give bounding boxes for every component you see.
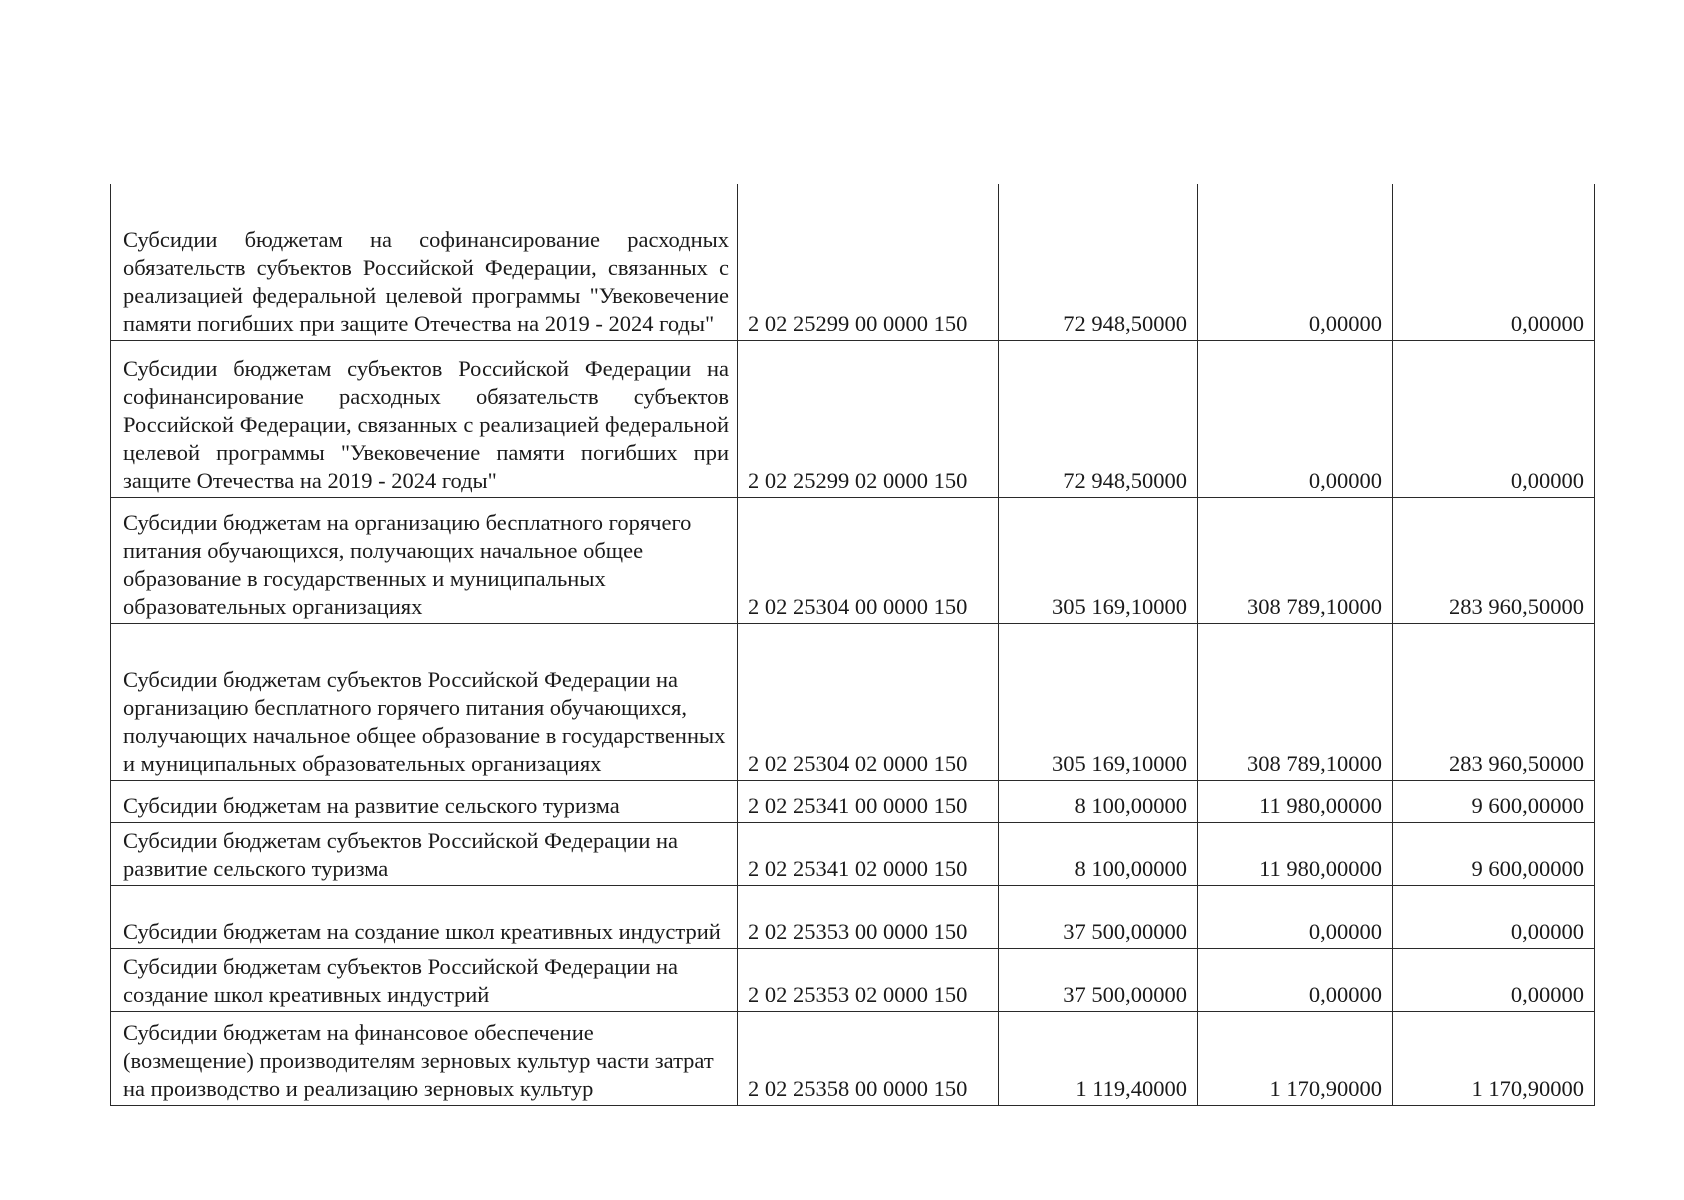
amount-year-1: 72 948,50000 [999, 184, 1198, 340]
row-description: Субсидии бюджетам на организацию бесплатного горячего питания обучающихся, получающих начальное общее образование в государственных и муниципальных образовательных организациях [111, 497, 738, 623]
amount-year-1: 37 500,00000 [999, 885, 1198, 948]
amount-year-3: 9 600,00000 [1393, 780, 1595, 822]
budget-code: 2 02 25304 02 0000 150 [738, 623, 999, 780]
row-description: Субсидии бюджетам субъектов Российской Федерации на софинансирование расходных обязательств субъектов Российской Федерации, связанных с реализацией федеральной целевой программы "Увековечение памяти погибших при защите Отечества на 2019 - 2024 годы" [111, 340, 738, 497]
row-description: Субсидии бюджетам на финансовое обеспечение (возмещение) производителям зерновых культур части затрат на производство и реализацию зерновых культур [111, 1011, 738, 1105]
row-description: Субсидии бюджетам субъектов Российской Федерации на создание школ креативных индустрий [111, 948, 738, 1011]
row-description: Субсидии бюджетам на развитие сельского туризма [111, 780, 738, 822]
table-row [111, 948, 1595, 1011]
revenue-table [110, 184, 1595, 1106]
budget-code: 2 02 25353 00 0000 150 [738, 885, 999, 948]
amount-year-1: 37 500,00000 [999, 948, 1198, 1011]
table-row [111, 885, 1595, 948]
amount-year-2: 11 980,00000 [1198, 822, 1393, 885]
amount-year-2: 0,00000 [1198, 340, 1393, 497]
amount-year-3: 0,00000 [1393, 885, 1595, 948]
amount-year-1: 8 100,00000 [999, 822, 1198, 885]
table-row [111, 780, 1595, 822]
amount-year-3: 0,00000 [1393, 948, 1595, 1011]
budget-code: 2 02 25341 02 0000 150 [738, 822, 999, 885]
row-description: Субсидии бюджетам на софинансирование расходных обязательств субъектов Российской Федерации, связанных с реализацией федеральной целевой программы "Увековечение памяти погибших при защите Отечества на 2019 - 2024 годы" [111, 184, 738, 340]
row-description: Субсидии бюджетам субъектов Российской Федерации на организацию бесплатного горячего питания обучающихся, получающих начальное общее образование в государственных и муниципальных образовательных организациях [111, 623, 738, 780]
budget-code: 2 02 25304 00 0000 150 [738, 497, 999, 623]
table-row [111, 497, 1595, 623]
table-row [111, 822, 1595, 885]
amount-year-2: 308 789,10000 [1198, 623, 1393, 780]
amount-year-2: 0,00000 [1198, 184, 1393, 340]
amount-year-3: 1 170,90000 [1393, 1011, 1595, 1105]
budget-code: 2 02 25358 00 0000 150 [738, 1011, 999, 1105]
amount-year-2: 308 789,10000 [1198, 497, 1393, 623]
table-row [111, 1011, 1595, 1105]
amount-year-1: 305 169,10000 [999, 497, 1198, 623]
amount-year-3: 0,00000 [1393, 340, 1595, 497]
budget-code: 2 02 25299 02 0000 150 [738, 340, 999, 497]
amount-year-1: 1 119,40000 [999, 1011, 1198, 1105]
amount-year-1: 305 169,10000 [999, 623, 1198, 780]
row-description: Субсидии бюджетам субъектов Российской Федерации на развитие сельского туризма [111, 822, 738, 885]
amount-year-3: 9 600,00000 [1393, 822, 1595, 885]
table-row [111, 184, 1595, 340]
amount-year-1: 72 948,50000 [999, 340, 1198, 497]
budget-code: 2 02 25299 00 0000 150 [738, 184, 999, 340]
budget-code: 2 02 25341 00 0000 150 [738, 780, 999, 822]
amount-year-3: 283 960,50000 [1393, 497, 1595, 623]
amount-year-2: 0,00000 [1198, 885, 1393, 948]
amount-year-3: 0,00000 [1393, 184, 1595, 340]
amount-year-1: 8 100,00000 [999, 780, 1198, 822]
amount-year-2: 11 980,00000 [1198, 780, 1393, 822]
amount-year-2: 0,00000 [1198, 948, 1393, 1011]
budget-code: 2 02 25353 02 0000 150 [738, 948, 999, 1011]
table-row [111, 623, 1595, 780]
row-description: Субсидии бюджетам на создание школ креативных индустрий [111, 885, 738, 948]
amount-year-2: 1 170,90000 [1198, 1011, 1393, 1105]
table-row [111, 340, 1595, 497]
amount-year-3: 283 960,50000 [1393, 623, 1595, 780]
